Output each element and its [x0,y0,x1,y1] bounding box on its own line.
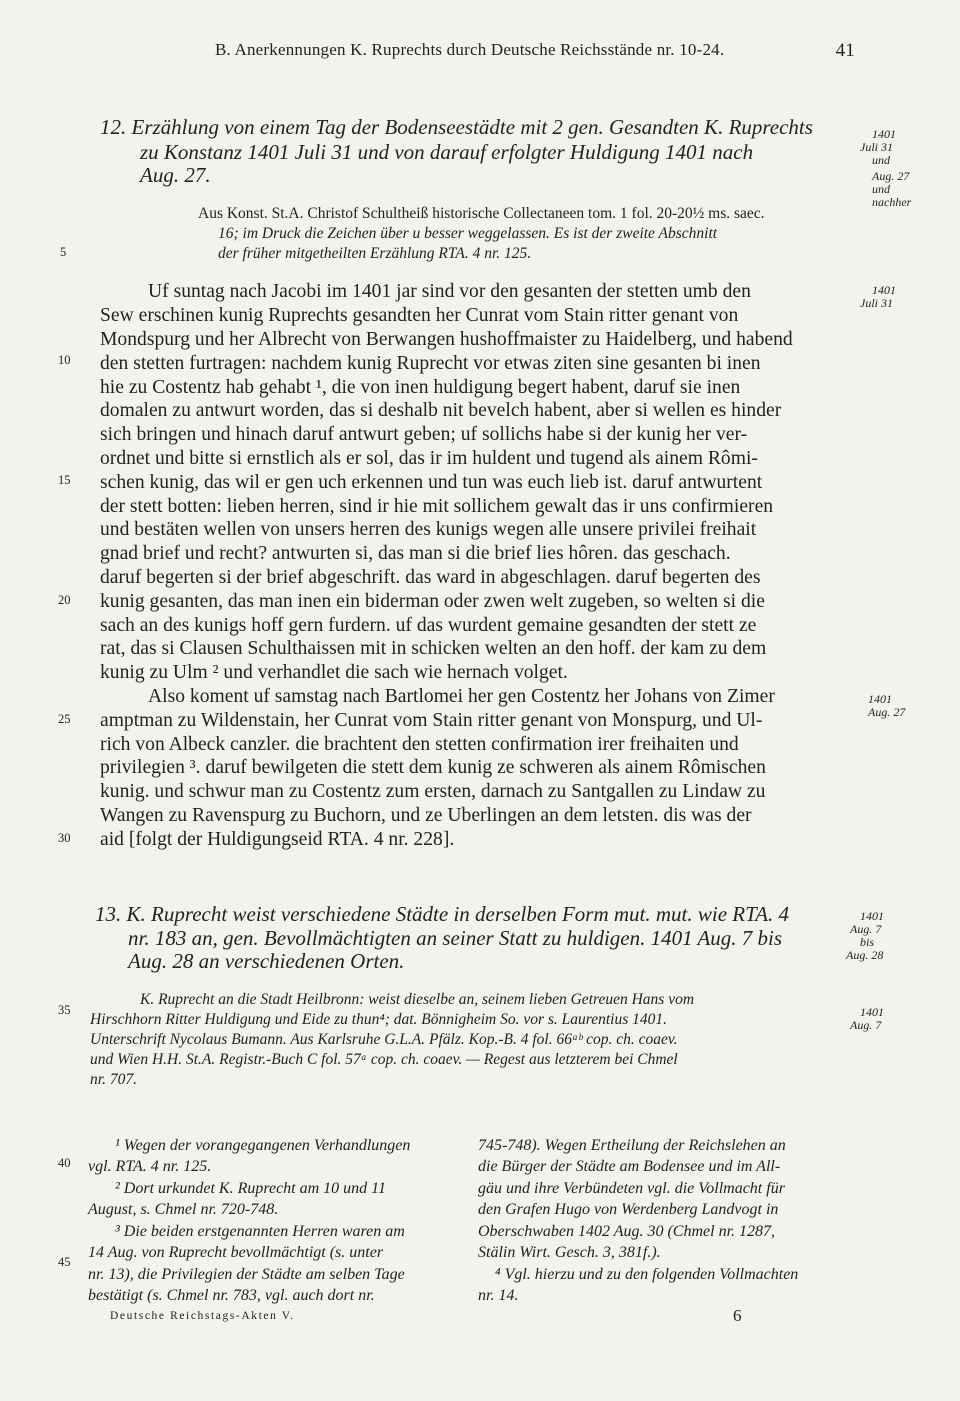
body-line: privilegien ³. daruf bewilgeten die stett dem kunig ze schweren als ainem Rômischen [100,757,766,778]
footnote-line: nr. 14. [478,1287,519,1304]
footnote-line: bestätigt (s. Chmel nr. 783, vgl. auch dort nr. [88,1287,375,1304]
body-line: sich bringen und hinach daruf antwurt geben; uf sollichs habe si der kunig her ver- [100,424,748,445]
footnote-line: ² Dort urkundet K. Ruprecht am 10 und 11 [115,1180,386,1197]
doc12-title-2: zu Konstanz 1401 Juli 31 und von darauf erfolgter Huldigung 1401 nach [140,140,754,164]
doc12-source-2: 16; im Druck die Zeichen über u besser weggelassen. Es ist der zweite Abschnitt [218,225,718,242]
footnote-line: vgl. RTA. 4 nr. 125. [88,1158,212,1175]
doc13-source-5: nr. 707. [90,1071,137,1088]
footnote-line: ⁴ Vgl. hierzu und zu den folgenden Vollmachten [495,1266,799,1283]
body-line: Uf suntag nach Jacobi im 1401 jar sind vor den gesanten der stetten umb den [148,281,751,302]
doc13-title-3: Aug. 28 an verschiedenen Orten. [128,949,405,973]
doc13-title-1: 13. K. Ruprecht weist verschiedene Städte in derselben Form mut. mut. wie RTA. 4 [95,902,790,926]
footnote-line: August, s. Chmel nr. 720-748. [88,1201,279,1218]
doc13-source-2: Hirschhorn Ritter Huldigung und Eide zu thun⁴; dat. Bönnigheim So. vor s. Laurentius 1401. [90,1011,668,1028]
footnote-line: nr. 13), die Privilegien der Städte am selben Tage [88,1266,405,1283]
body-line: und bestäten wellen von unsers herren des kunigs wegen alle unsere privilei freihait [100,519,757,540]
footnote-line: die Bürger der Städte am Bodensee und im All- [478,1158,781,1175]
footnote-line: ¹ Wegen der vorangegangenen Verhandlungen [115,1137,411,1154]
body-line: Sew erschinen kunig Ruprechts gesandten her Cunrat vom Stain ritter genant von [100,305,739,326]
footnote-line: Oberschwaben 1402 Aug. 30 (Chmel nr. 1287, [478,1223,776,1240]
line-number: 10 [58,353,71,367]
body-line: Mondspurg und her Albrecht von Berwangen hushoffmaister zu Haidelberg, und habend [100,329,793,350]
page-number: 41 [835,40,855,61]
doc12-title-1: 12. Erzählung von einem Tag der Bodenseestädte mit 2 gen. Gesandten K. Ruprechts [100,115,813,139]
body-line: rat, das si Clausen Schulthaissen mit in schicken welten an den hoff. der kam zu dem [100,638,767,659]
doc12-source-1: Aus Konst. St.A. Christof Schultheiß historische Collectaneen tom. 1 fol. 20-20½ ms. saec. [198,205,765,222]
body-line: schen kunig, das wil er gen uch erkennen und tun was euch lieb ist. daruf antwurtent [100,472,763,493]
doc13-title-2: nr. 183 an, gen. Bevollmächtigten an seiner Statt zu huldigen. 1401 Aug. 7 bis [128,926,783,950]
body-line: Also koment uf samstag nach Bartlomei her gen Costentz her Johans von Zimer [148,686,775,707]
body-line: Wangen zu Ravenspurg zu Buchorn, und ze Uberlingen an dem letsten. dis was der [100,805,752,826]
signature-mark: Deutsche Reichstags-Akten V. [110,1310,295,1322]
line-number: 15 [58,473,71,487]
footnote-line: 745-748). Wegen Ertheilung der Reichslehen an [478,1137,786,1154]
body-line: aid [folgt der Huldigungseid RTA. 4 nr. 228]. [100,829,455,850]
margin-note-13-date: 1401 Aug. 7 bis Aug. 28 [846,909,884,962]
footnote-line: den Grafen Hugo von Werdenberg Landvogt in [478,1201,779,1218]
body-line: ordnet und bitte si ernstlich als er sol, das ir im huldent und tugend als ainem Rômi- [100,448,758,469]
body-line: daruf begerten si der brief abgeschrift. das ward in abgeschlagen. daruf begerten des [100,567,761,588]
footnote-line: gäu und ihre Verbündeten vgl. die Vollmacht für [478,1180,785,1197]
body-line: sach an des kunigs hoff gern furdern. uf das wurdent gemaine gesandten der stett ze [100,615,757,636]
doc13-source-3: Unterschrift Nycolaus Bumann. Aus Karlsruhe G.L.A. Pfälz. Kop.-B. 4 fol. 66ᵃᵇ cop. ch. coaev. [90,1031,678,1048]
line-number: 35 [58,1003,71,1017]
line-number: 30 [58,831,71,845]
body-line: kunig gesanten, das man inen ein biderman oder zwen welt zugeben, so welten si die [100,591,765,612]
body-line: rich von Albeck canzler. die brachtent den stetten confirmation irer freihaiten und [100,734,739,755]
doc13-source-4: und Wien H.H. St.A. Registr.-Buch C fol. 57ᵃ cop. ch. coaev. — Regest aus letzterem bei Chmel [90,1051,678,1068]
body-line: den stetten furtragen: nachdem kunig Ruprecht vor etwas ziten sine gesanten bi inen [100,353,761,374]
sheet-number: 6 [733,1306,742,1325]
line-number: 40 [58,1156,71,1170]
body-line: kunig. und schwur man zu Costentz zum ersten, darnach zu Santgallen zu Lindaw zu [100,781,766,802]
body-line: gnad brief und recht? antwurten si, das man si die brief lies hôren. das geschach. [100,543,731,564]
body-line: amptman zu Wildenstain, her Cunrat vom Stain ritter genant von Monspurg, und Ul- [100,710,763,731]
footnote-line: 14 Aug. von Ruprecht bevollmächtigt (s. unter [88,1244,384,1261]
body-line: kunig zu Ulm ² und verhandlet die sach wie hernach volget. [100,662,568,683]
body-line: der stett botten: lieben herren, sind ir hie mit sollichem gewalt das ir uns confirmieren [100,496,774,517]
margin-note-13-a: 1401 Aug. 7 [850,1005,884,1032]
line-number: 20 [58,593,71,607]
line-number: 45 [58,1255,71,1269]
footnote-line: ³ Die beiden erstgenannten Herren waren am [115,1223,405,1240]
doc12-source-3: der früher mitgetheilten Erzählung RTA. 4 nr. 125. [218,245,532,262]
body-line: hie zu Costentz hab gehabt ¹, die von inen huldigung begert habent, daruf sie inen [100,377,741,398]
doc12-title-3: Aug. 27. [140,163,211,187]
margin-note-12-a: 1401 Juli 31 [860,283,896,310]
line-number: 25 [58,712,71,726]
body-line: domalen zu antwurt worden, das si deshalb nit bevelch habent, aber si wellen es hinder [100,400,782,421]
doc13-source-1: K. Ruprecht an die Stadt Heilbronn: weist dieselbe an, seinem lieben Getreuen Hans vom [140,991,695,1008]
margin-note-12-date: 1401 Juli 31 und Aug. 27 und nachher [860,127,912,209]
line-number: 5 [60,245,67,259]
running-header [215,40,855,60]
footnote-line: Stälin Wirt. Gesch. 3, 381f.). [478,1244,661,1261]
running-title: B. Anerkennungen K. Ruprechts durch Deutsche Reichsstände nr. 10-24. [215,40,725,59]
margin-note-12-b: 1401 Aug. 27 [868,692,906,719]
